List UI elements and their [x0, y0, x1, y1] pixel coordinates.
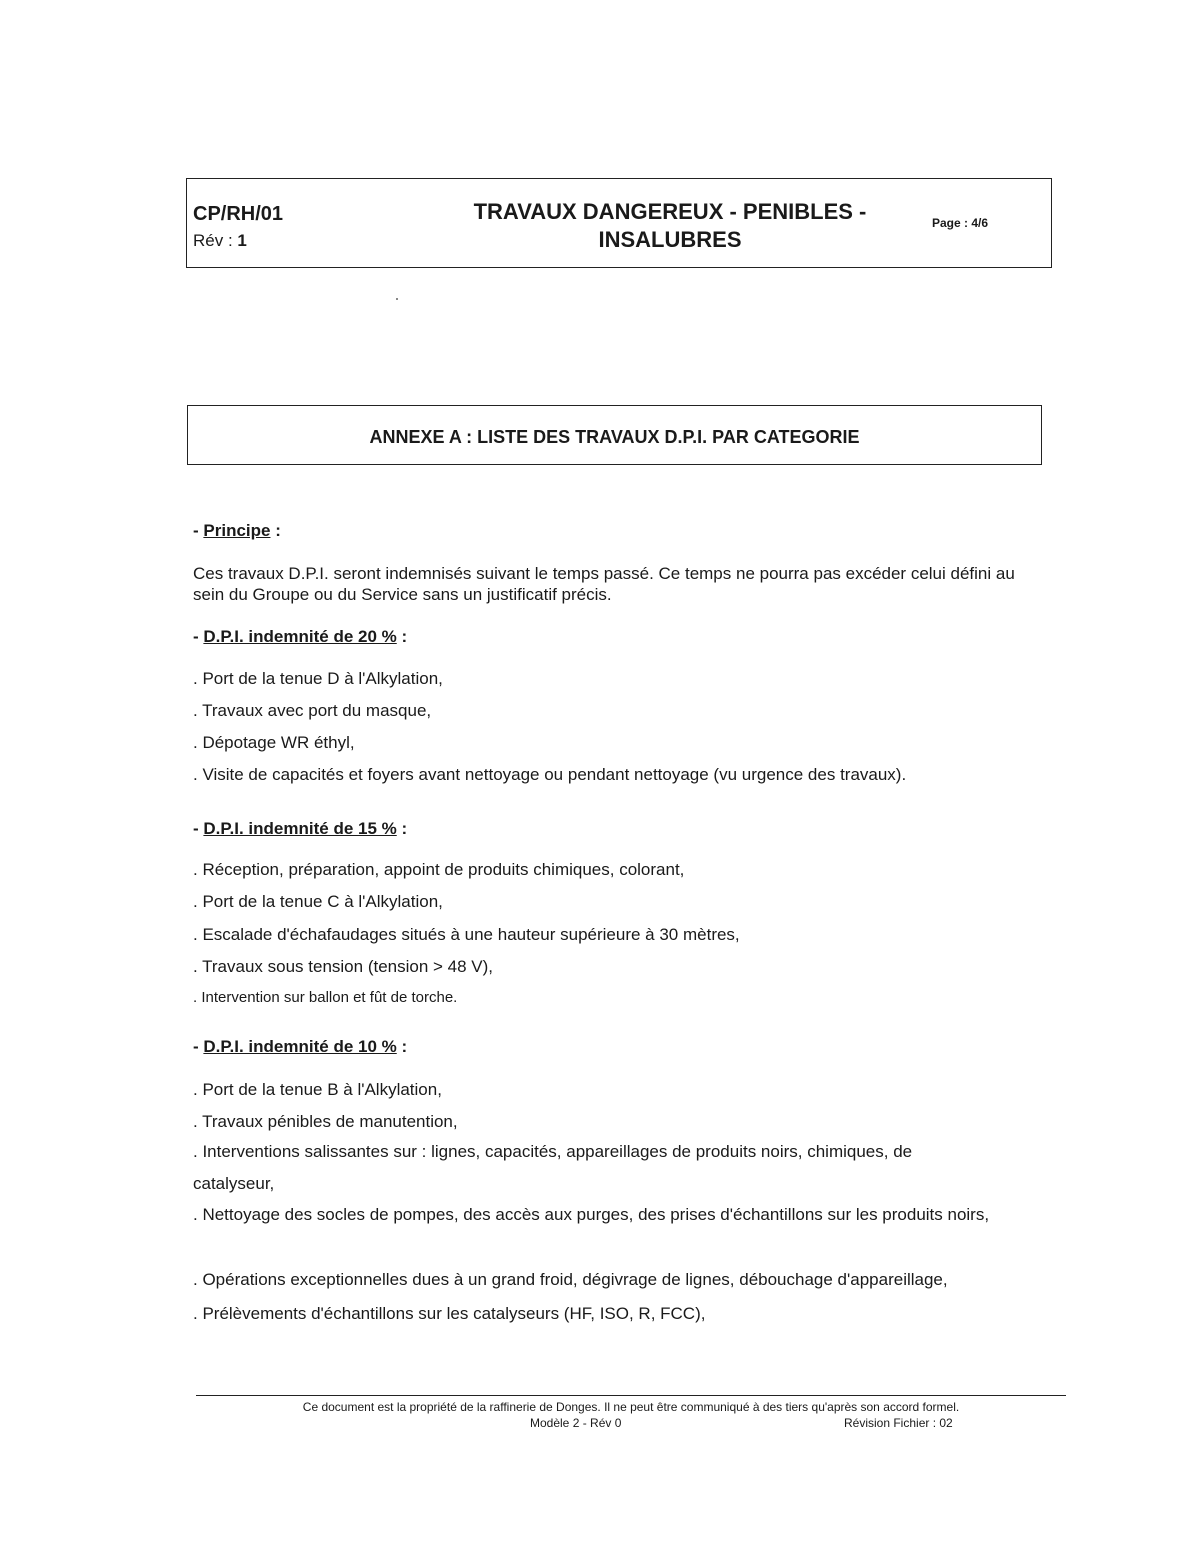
document-title-line-2: INSALUBRES — [598, 227, 742, 252]
list-item: . Dépotage WR éthyl, — [193, 733, 355, 752]
section-20-heading — [193, 627, 407, 647]
list-item: . Intervention sur ballon et fût de torche. — [193, 989, 458, 1006]
list-item: . Prélèvements d'échantillons sur les catalyseurs (HF, ISO, R, FCC), — [193, 1304, 706, 1323]
section-10-heading — [193, 1037, 407, 1057]
footer-model: Modèle 2 - Rév 0 — [530, 1416, 622, 1430]
section-heading-prefix: - — [193, 1037, 204, 1056]
section-heading-text: D.P.I. indemnité de 20 % — [203, 627, 397, 646]
section-heading-suffix: : — [396, 627, 408, 646]
section-heading-text: D.P.I. indemnité de 15 % — [203, 819, 397, 838]
revision-label-text: Rév : — [193, 231, 233, 250]
revision-label — [193, 231, 247, 251]
footer-notice: Ce document est la propriété de la raffinerie de Donges. Il ne peut être communiqué à des tiers qu'après son accord formel. — [302, 1400, 960, 1414]
list-item: . Port de la tenue D à l'Alkylation, — [193, 669, 443, 688]
list-item: . Port de la tenue B à l'Alkylation, — [193, 1080, 442, 1099]
revision-value: 1 — [237, 231, 247, 250]
section-heading-prefix: - — [193, 819, 204, 838]
list-item: . Escalade d'échafaudages situés à une hauteur supérieure à 30 mètres, — [193, 925, 740, 944]
footer-revision: Révision Fichier : 02 — [844, 1416, 953, 1430]
footer-rule — [196, 1395, 1066, 1396]
section-heading-suffix: : — [396, 1037, 408, 1056]
section-heading-suffix: : — [396, 819, 408, 838]
document-code: CP/RH/01 — [193, 203, 284, 225]
principe-heading-suffix: : — [270, 521, 281, 540]
principe-heading — [193, 521, 281, 541]
document-title — [400, 198, 940, 254]
annex-title: ANNEXE A : LISTE DES TRAVAUX D.P.I. PAR CATEGORIE — [369, 427, 860, 447]
principe-heading-text: Principe — [203, 521, 271, 540]
list-item: . Port de la tenue C à l'Alkylation, — [193, 892, 443, 911]
list-item: . Nettoyage des socles de pompes, des accès aux purges, des prises d'échantillons sur les produits noirs, — [193, 1205, 990, 1224]
list-item: . Travaux pénibles de manutention, — [193, 1112, 458, 1131]
list-item: . Interventions salissantes sur : lignes, capacités, appareillages de produits noirs, chimiques, de catalyseur, — [193, 1142, 913, 1193]
list-item: . Travaux sous tension (tension > 48 V), — [193, 957, 494, 976]
list-item: . Travaux avec port du masque, — [193, 701, 432, 720]
page-number: Page : 4/6 — [932, 216, 989, 230]
document-title-line-1: TRAVAUX DANGEREUX - PENIBLES - — [473, 199, 867, 224]
section-heading-prefix: - — [193, 627, 204, 646]
section-heading-text: D.P.I. indemnité de 10 % — [203, 1037, 397, 1056]
principe-heading-prefix: - — [193, 521, 204, 540]
section-15-heading — [193, 819, 407, 839]
principe-paragraph: Ces travaux D.P.I. seront indemnisés suivant le temps passé. Ce temps ne pourra pas excéder celui défini au sein du Groupe ou du Service sans un justificatif précis. — [193, 564, 1015, 604]
list-item: . Réception, préparation, appoint de produits chimiques, colorant, — [193, 860, 685, 879]
list-item: . Visite de capacités et foyers avant nettoyage ou pendant nettoyage (vu urgence des travaux). — [193, 765, 907, 784]
list-item: . Opérations exceptionnelles dues à un grand froid, dégivrage de lignes, débouchage d'appareillage, — [193, 1270, 948, 1289]
scan-speck — [396, 298, 398, 300]
